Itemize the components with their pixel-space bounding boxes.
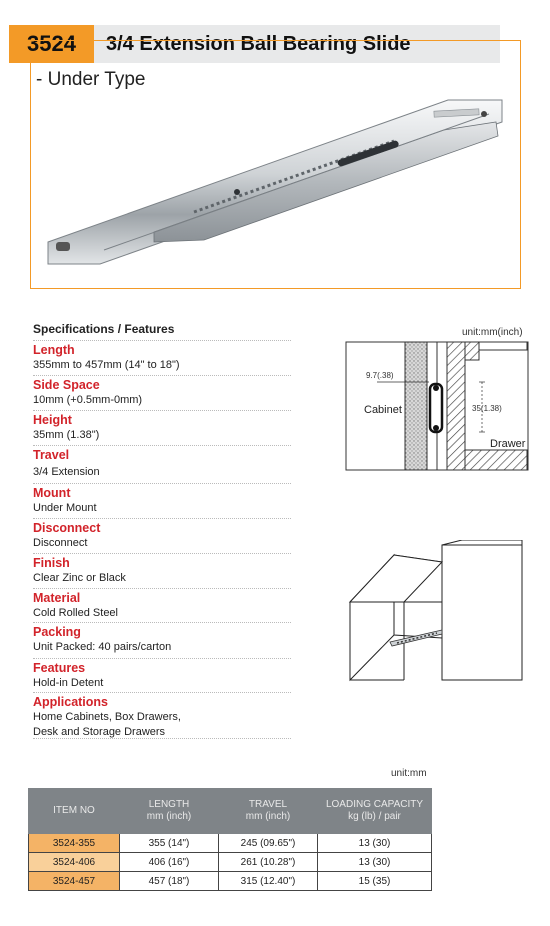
spec-value: Desk and Storage Drawers [33,726,166,738]
spec-label: Features [33,661,86,675]
spec-material [33,591,291,621]
slide-product-image [44,92,504,277]
drawer-label: Drawer [490,438,526,450]
spec-divider [33,658,291,659]
cell-item: 3524-406 [29,853,120,872]
table-row [29,853,432,872]
spec-packing [33,625,291,655]
spec-value: Home Cabinets, Box Drawers, [33,711,181,723]
spec-divider [33,375,291,376]
product-title: 3/4 Extension Ball Bearing Slide [106,33,411,55]
col-length [120,789,219,834]
spec-divider [33,518,291,519]
cell-load: 13 (30) [318,853,432,872]
spec-divider [33,410,291,411]
spec-features [33,661,291,691]
col-item-no [29,789,120,834]
height-dimension-label: 35(1.38) [472,404,502,413]
spec-label: Packing [33,625,81,639]
spec-value: Cold Rolled Steel [33,607,118,619]
cell-load: 15 (35) [318,872,432,891]
spec-applications [33,695,291,740]
table-unit-label: unit:mm [391,768,427,779]
cell-travel: 261 (10.28") [219,853,318,872]
cell-length: 355 (14") [120,834,219,853]
model-number: 3524 [27,31,76,56]
header-main: LOADING CAPACITY [325,799,424,810]
cell-length: 457 (18") [120,872,219,891]
spec-value: 10mm (+0.5mm-0mm) [33,394,143,406]
spec-divider [33,622,291,623]
header-sub: mm (inch) [245,811,291,822]
spec-value: Disconnect [33,537,88,549]
spec-divider [33,692,291,693]
spec-divider [33,553,291,554]
header-sub: kg (lb) / pair [348,811,401,822]
spec-height [33,413,291,443]
table-header-row [29,789,432,834]
diagram-unit-label: unit:mm(inch) [462,327,523,338]
spec-value: 35mm (1.38") [33,429,100,441]
spec-label: Material [33,591,81,605]
header-main: TRAVEL [248,799,288,810]
header-main: LENGTH [148,799,190,810]
spec-divider [33,588,291,589]
product-subtitle: - Under Type [36,69,146,90]
spec-label: Mount [33,486,71,500]
spec-label: Applications [33,695,109,709]
specs-heading: Specifications / Features [33,322,175,336]
table-row [29,834,432,853]
spec-value: Clear Zinc or Black [33,572,126,584]
col-loading-capacity [318,789,432,834]
spec-divider [33,483,291,484]
cell-length: 406 (16") [120,853,219,872]
spec-mount [33,486,291,516]
spec-label: Disconnect [33,521,101,535]
cell-travel: 245 (09.65") [219,834,318,853]
spec-label: Length [33,343,75,357]
cabinet-label: Cabinet [364,404,402,416]
spec-label: Travel [33,448,70,462]
spec-value: 3/4 Extension [33,466,100,478]
spec-travel [33,448,291,480]
spec-divider [33,340,291,341]
cell-item: 3524-457 [29,872,120,891]
spec-label: Side Space [33,378,100,392]
spec-disconnect [33,521,291,551]
header-sub: mm (inch) [146,811,192,822]
spec-length [33,343,291,373]
table-row [29,872,432,891]
header-main: ITEM NO [53,805,95,816]
spec-value: 355mm to 457mm (14" to 18") [33,359,180,371]
spec-divider [33,445,291,446]
spec-value: Unit Packed: 40 pairs/carton [33,641,172,653]
cell-travel: 315 (12.40") [219,872,318,891]
model-table [28,788,432,891]
spec-side-space [33,378,291,408]
gap-dimension-label: 9.7(.38) [366,371,394,380]
cell-load: 13 (30) [318,834,432,853]
product-frame-left-edge [30,63,31,289]
spec-label: Height [33,413,72,427]
drawer-installation-diagram [342,540,527,690]
col-travel [219,789,318,834]
spec-finish [33,556,291,586]
cell-item: 3524-355 [29,834,120,853]
spec-value: Hold-in Detent [33,677,104,689]
spec-label: Finish [33,556,70,570]
spec-divider [33,738,291,739]
spec-value: Under Mount [33,502,97,514]
